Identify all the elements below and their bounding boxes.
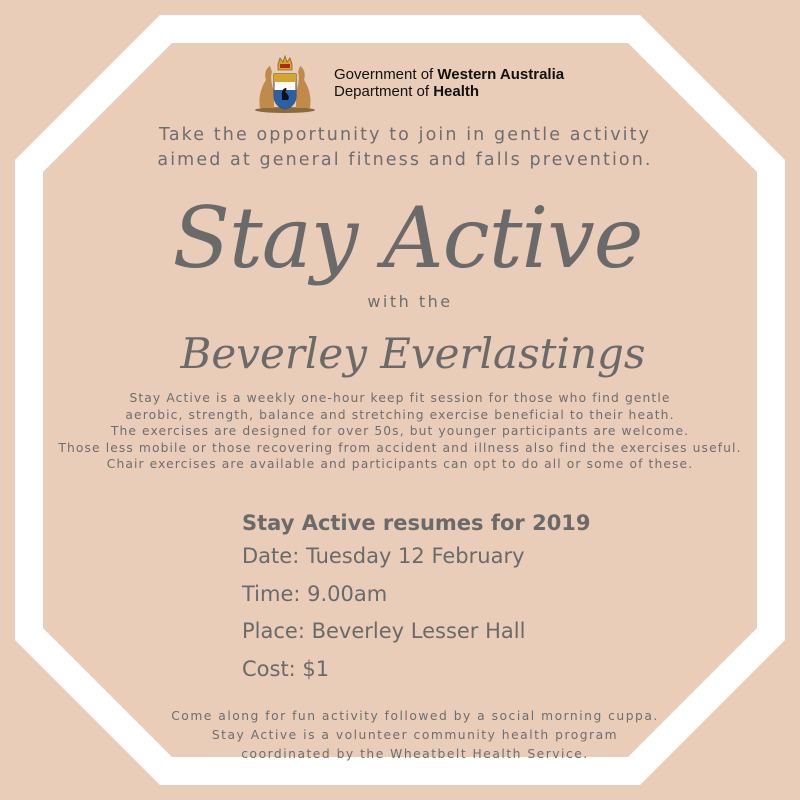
page-title: Stay Active: [172, 189, 643, 287]
footer-line-3: coordinated by the Wheatbelt Health Service.: [241, 747, 589, 761]
gov-line2-prefix: Department of: [334, 83, 434, 100]
gov-line2-bold: Health: [433, 83, 480, 100]
government-logo: [252, 52, 564, 114]
subtitle: with the: [367, 292, 453, 311]
description-line-3: The exercises are designed for over 50s, but younger participants are welcome.: [110, 424, 690, 438]
event-details: [242, 508, 591, 688]
intro-line-1: Take the opportunity to join in gentle activity: [158, 125, 652, 145]
gov-line1-bold: Western Australia: [437, 66, 565, 83]
description-line-2: aerobic, strength, balance and stretching exercise beneficial to their heath.: [125, 407, 675, 422]
details-cost: Cost: $1: [242, 656, 330, 681]
description: [55, 390, 745, 473]
details-date: Date: Tuesday 12 February: [242, 544, 525, 568]
coat-of-arms-icon: [252, 52, 318, 114]
intro-line-2: aimed at general fitness and falls prevention.: [157, 150, 653, 170]
description-line-5: Chair exercises are available and participants can opt to do all or some of these.: [106, 457, 694, 471]
intro-text: [0, 123, 800, 173]
gov-line1-prefix: Government of: [334, 66, 438, 83]
footer-line-2: Stay Active is a volunteer community health program: [211, 728, 619, 742]
group-name: Beverley Everlastings: [180, 329, 646, 378]
details-heading: Stay Active resumes for 2019: [242, 511, 591, 535]
footer-line-1: Come along for fun activity followed by a social morning cuppa.: [171, 709, 659, 723]
details-time: Time: 9.00am: [242, 581, 388, 606]
description-line-1: Stay Active is a weekly one-hour keep fit session for those who find gentle: [129, 391, 671, 405]
footer-text: [0, 707, 800, 764]
description-line-4: Those less mobile or those recovering from accident and illness also find the exercises useful.: [58, 440, 742, 455]
details-place: Place: Beverley Lesser Hall: [242, 619, 526, 643]
